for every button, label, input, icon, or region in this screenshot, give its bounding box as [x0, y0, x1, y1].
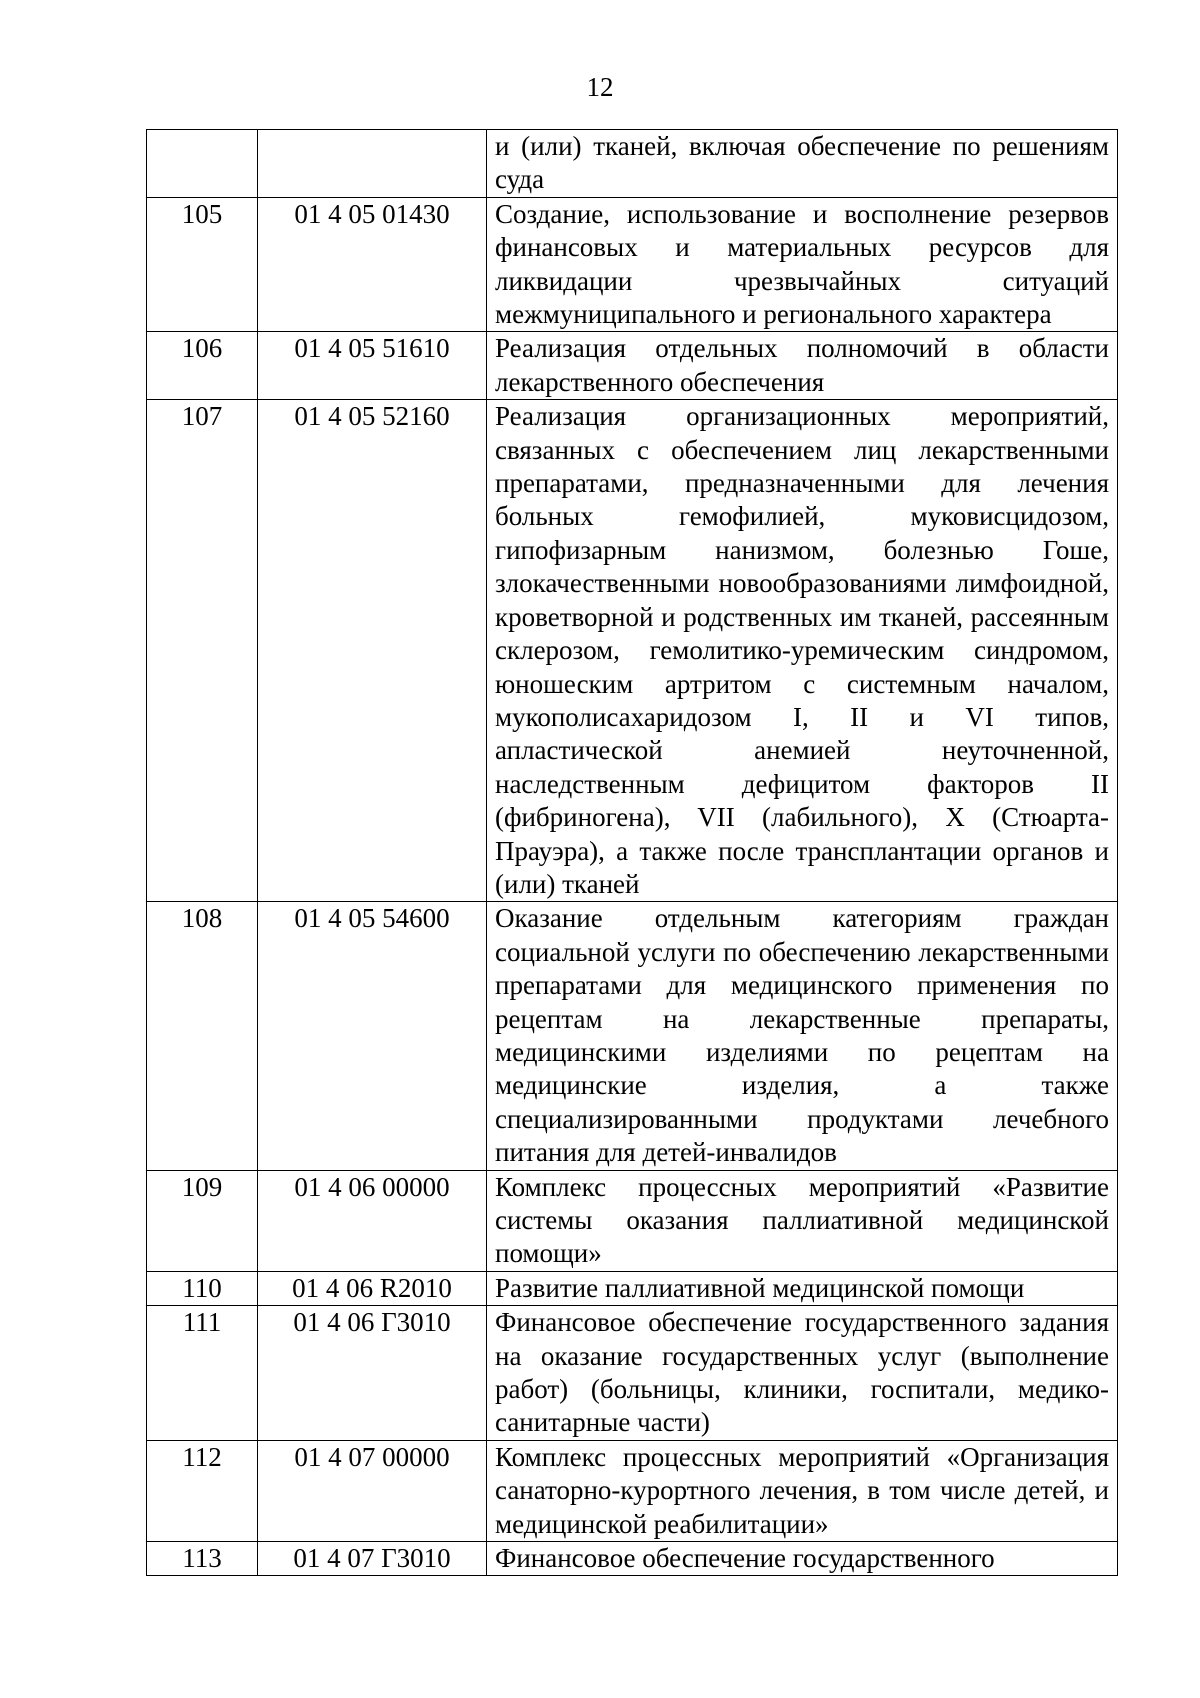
row-description: Реализация организационных мероприятий, связанных с обеспечением лиц лекарственными препаратами, предназначенными для лечения больных гемофилией, муковисцидозом, гипофизарным нанизмом, болезнью Гоше, злокачественными новообразованиями лимфоидной, кроветворной и родственных им тканей, рассеянным склерозом, гемолитико-уремическим синдромом, юношеским артритом с системным началом, мукополисахаридозом I, II и VI типов, апластической анемией неуточненной, наследственным дефицитом факторов II (фибриногена), VII (лабильного), X (Стюарта-Прауэра), а также после трансплантации органов и (или) тканей: [487, 400, 1118, 902]
row-code: 01 4 05 51610: [258, 332, 487, 400]
row-code: 01 4 05 52160: [258, 400, 487, 902]
table-row: [147, 1440, 1118, 1541]
row-description: Комплекс процессных мероприятий «Развитие системы оказания паллиативной медицинской помощи»: [487, 1170, 1118, 1271]
table-row: [147, 1170, 1118, 1271]
row-description: Реализация отдельных полномочий в области лекарственного обеспечения: [487, 332, 1118, 400]
row-code: 01 4 06 R2010: [258, 1271, 487, 1305]
row-description: Финансовое обеспечение государственного задания на оказание государственных услуг (выполнение работ) (больницы, клиники, госпитали, медико-санитарные части): [487, 1306, 1118, 1441]
budget-codes-table: [146, 129, 1118, 1576]
table-row: [147, 1271, 1118, 1305]
row-number: 107: [147, 400, 258, 902]
page-number: 12: [586, 72, 614, 102]
row-code: 01 4 07 00000: [258, 1440, 487, 1541]
table-row: [147, 197, 1118, 332]
row-number: 112: [147, 1440, 258, 1541]
row-number: 108: [147, 902, 258, 1170]
row-code: 01 4 06 00000: [258, 1170, 487, 1271]
row-number: [147, 130, 258, 198]
row-code: 01 4 06 Г3010: [258, 1306, 487, 1441]
row-number: 111: [147, 1306, 258, 1441]
table-row: [147, 1306, 1118, 1441]
table-row: [147, 902, 1118, 1170]
row-code: 01 4 05 01430: [258, 197, 487, 332]
row-description: Финансовое обеспечение государственного: [487, 1542, 1118, 1576]
row-description: Развитие паллиативной медицинской помощи: [487, 1271, 1118, 1305]
row-description: и (или) тканей, включая обеспечение по решениям суда: [487, 130, 1118, 198]
row-number: 105: [147, 197, 258, 332]
row-description: Комплекс процессных мероприятий «Организация санаторно-курортного лечения, в том числе детей, и медицинской реабилитации»: [487, 1440, 1118, 1541]
row-code: 01 4 07 Г3010: [258, 1542, 487, 1576]
row-description: Оказание отдельным категориям граждан социальной услуги по обеспечению лекарственными препаратами для медицинского применения по рецептам на лекарственные препараты, медицинскими изделиями по рецептам на медицинские изделия, а также специализированными продуктами лечебного питания для детей-инвалидов: [487, 902, 1118, 1170]
row-number: 106: [147, 332, 258, 400]
row-description: Создание, использование и восполнение резервов финансовых и материальных ресурсов для ликвидации чрезвычайных ситуаций межмуниципального и регионального характера: [487, 197, 1118, 332]
row-number: 109: [147, 1170, 258, 1271]
row-number: 110: [147, 1271, 258, 1305]
table-row: [147, 332, 1118, 400]
table-row: [147, 130, 1118, 198]
table-row: [147, 1542, 1118, 1576]
table-row: [147, 400, 1118, 902]
row-code: [258, 130, 487, 198]
row-number: 113: [147, 1542, 258, 1576]
row-code: 01 4 05 54600: [258, 902, 487, 1170]
